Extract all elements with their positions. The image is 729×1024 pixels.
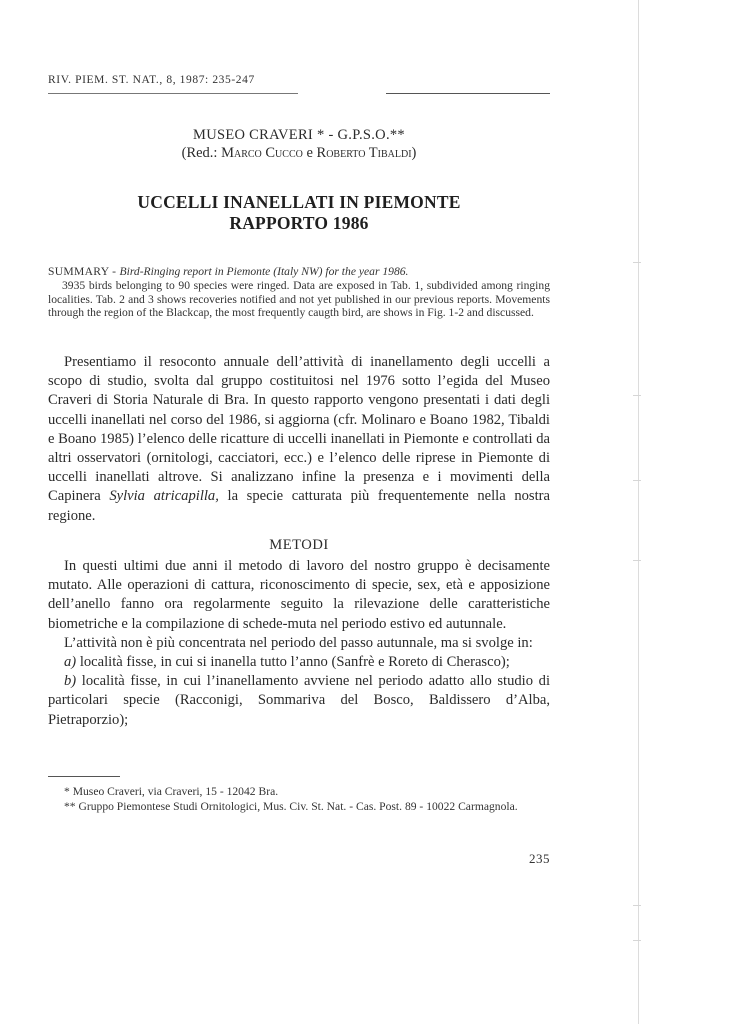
intro-text-end: la specie catturata più frequentemente nella nostra regione. (48, 488, 550, 524)
footnotes (48, 785, 550, 814)
journal-reference: RIV. PIEM. ST. NAT., 8, 1987: 235-247 (48, 74, 255, 86)
paper-title: UCCELLI INANELLATI IN PIEMONTE (137, 192, 461, 212)
header-rule (48, 93, 298, 94)
footnote-rule (48, 776, 120, 777)
editors-prefix: (Red.: (181, 145, 222, 161)
editors-conjunction: e (302, 145, 317, 161)
list-item-text: località fisse, in cui si inanella tutto l’anno (Sanfrè e Roreto di Cherasco); (76, 654, 510, 671)
page-binding-edge (638, 0, 639, 1024)
section-heading-methods: METODI (269, 537, 329, 553)
methods-paragraph: L’attività non è più concentrata nel periodo del passo autunnale, ma si svolge in: (64, 634, 533, 651)
margin-tick (633, 480, 641, 481)
introduction (48, 353, 550, 526)
margin-tick (633, 940, 641, 941)
header-rule (386, 93, 550, 94)
list-marker: a) (64, 654, 77, 671)
species-name: Sylvia atricapilla, (109, 488, 219, 505)
list-marker: b) (64, 673, 77, 690)
summary-text: 3935 birds belonging to 90 species were ringed. Data are exposed in Tab. 1, subdivided among ringing localities. Tab. 2 and 3 shows recoveries notified and not yet published in our previous reports. Movements through the region of the Blackcap, the most frequently caugth bird, are shows in Fig. 1-2 and discussed. (48, 278, 550, 320)
margin-tick (633, 262, 641, 263)
methods-paragraph: In questi ultimi due anni il metodo di lavoro del nostro gruppo è decisamente mutato. Alle operazioni di cattura, riconoscimento di specie, sex, età e apposizione dell’anello fanno ora regolarmente seguito la rilevazione delle caratteristiche biometriche e la compilazione di schede-muta nel periodo estivo ed autunnale. (48, 558, 550, 632)
summary-lead-title: Bird-Ringing report in Piemonte (Italy NW) for the year 1986. (119, 265, 409, 278)
editors-line (48, 145, 550, 162)
editors-suffix: ) (411, 145, 417, 161)
methods-list-item-b (48, 672, 550, 730)
editor-name: Marco Cucco (221, 145, 303, 161)
paper-subtitle: RAPPORTO 1986 (229, 213, 369, 233)
affiliation: MUSEO CRAVERI * - G.P.S.O.** (193, 127, 405, 143)
intro-text: Presentiamo il resoconto annuale dell’attività di inanellamento degli uccelli a scopo di studio, svolta dal gruppo costituitosi nel 1976 sotto l’egida del Museo Craveri di Storia Naturale di Bra. In questo rapporto vengono presentati i dati degli uccelli inanellati nel corso del 1986, si aggiorna (cfr. Molinaro e Boano 1982, Tibaldi e Boano 1985) l’elenco delle ricatture di uccelli inanellati in Piemonte e controllati da altri osservatori (ornitologi, cacciatori, ecc.) e l’elenco delle riprese in Piemonte di uccelli inanellati altrove. Si analizzano infine la presenza e i movimenti della Capinera (48, 354, 550, 505)
editor-name: Roberto Tibaldi (316, 145, 412, 161)
methods-section (48, 557, 550, 730)
margin-tick (633, 905, 641, 906)
page-number: 235 (529, 851, 550, 866)
list-item-text: località fisse, in cui l’inanellamento avviene nel periodo adatto allo studio di particolari specie (Racconigi, Sommariva del Bosco, Baldissero d’Alba, Pietraporzio); (48, 673, 550, 728)
footnote-2: ** Gruppo Piemontese Studi Ornitologici, Mus. Civ. St. Nat. - Cas. Post. 89 - 10022 Carmagnola. (64, 799, 518, 813)
footnote-1: * Museo Craveri, via Craveri, 15 - 12042 Bra. (64, 785, 279, 798)
summary-block (48, 265, 550, 320)
methods-list-item-a (48, 653, 550, 672)
margin-tick (633, 395, 641, 396)
summary-lead: SUMMARY - (48, 265, 120, 278)
margin-tick (633, 560, 641, 561)
